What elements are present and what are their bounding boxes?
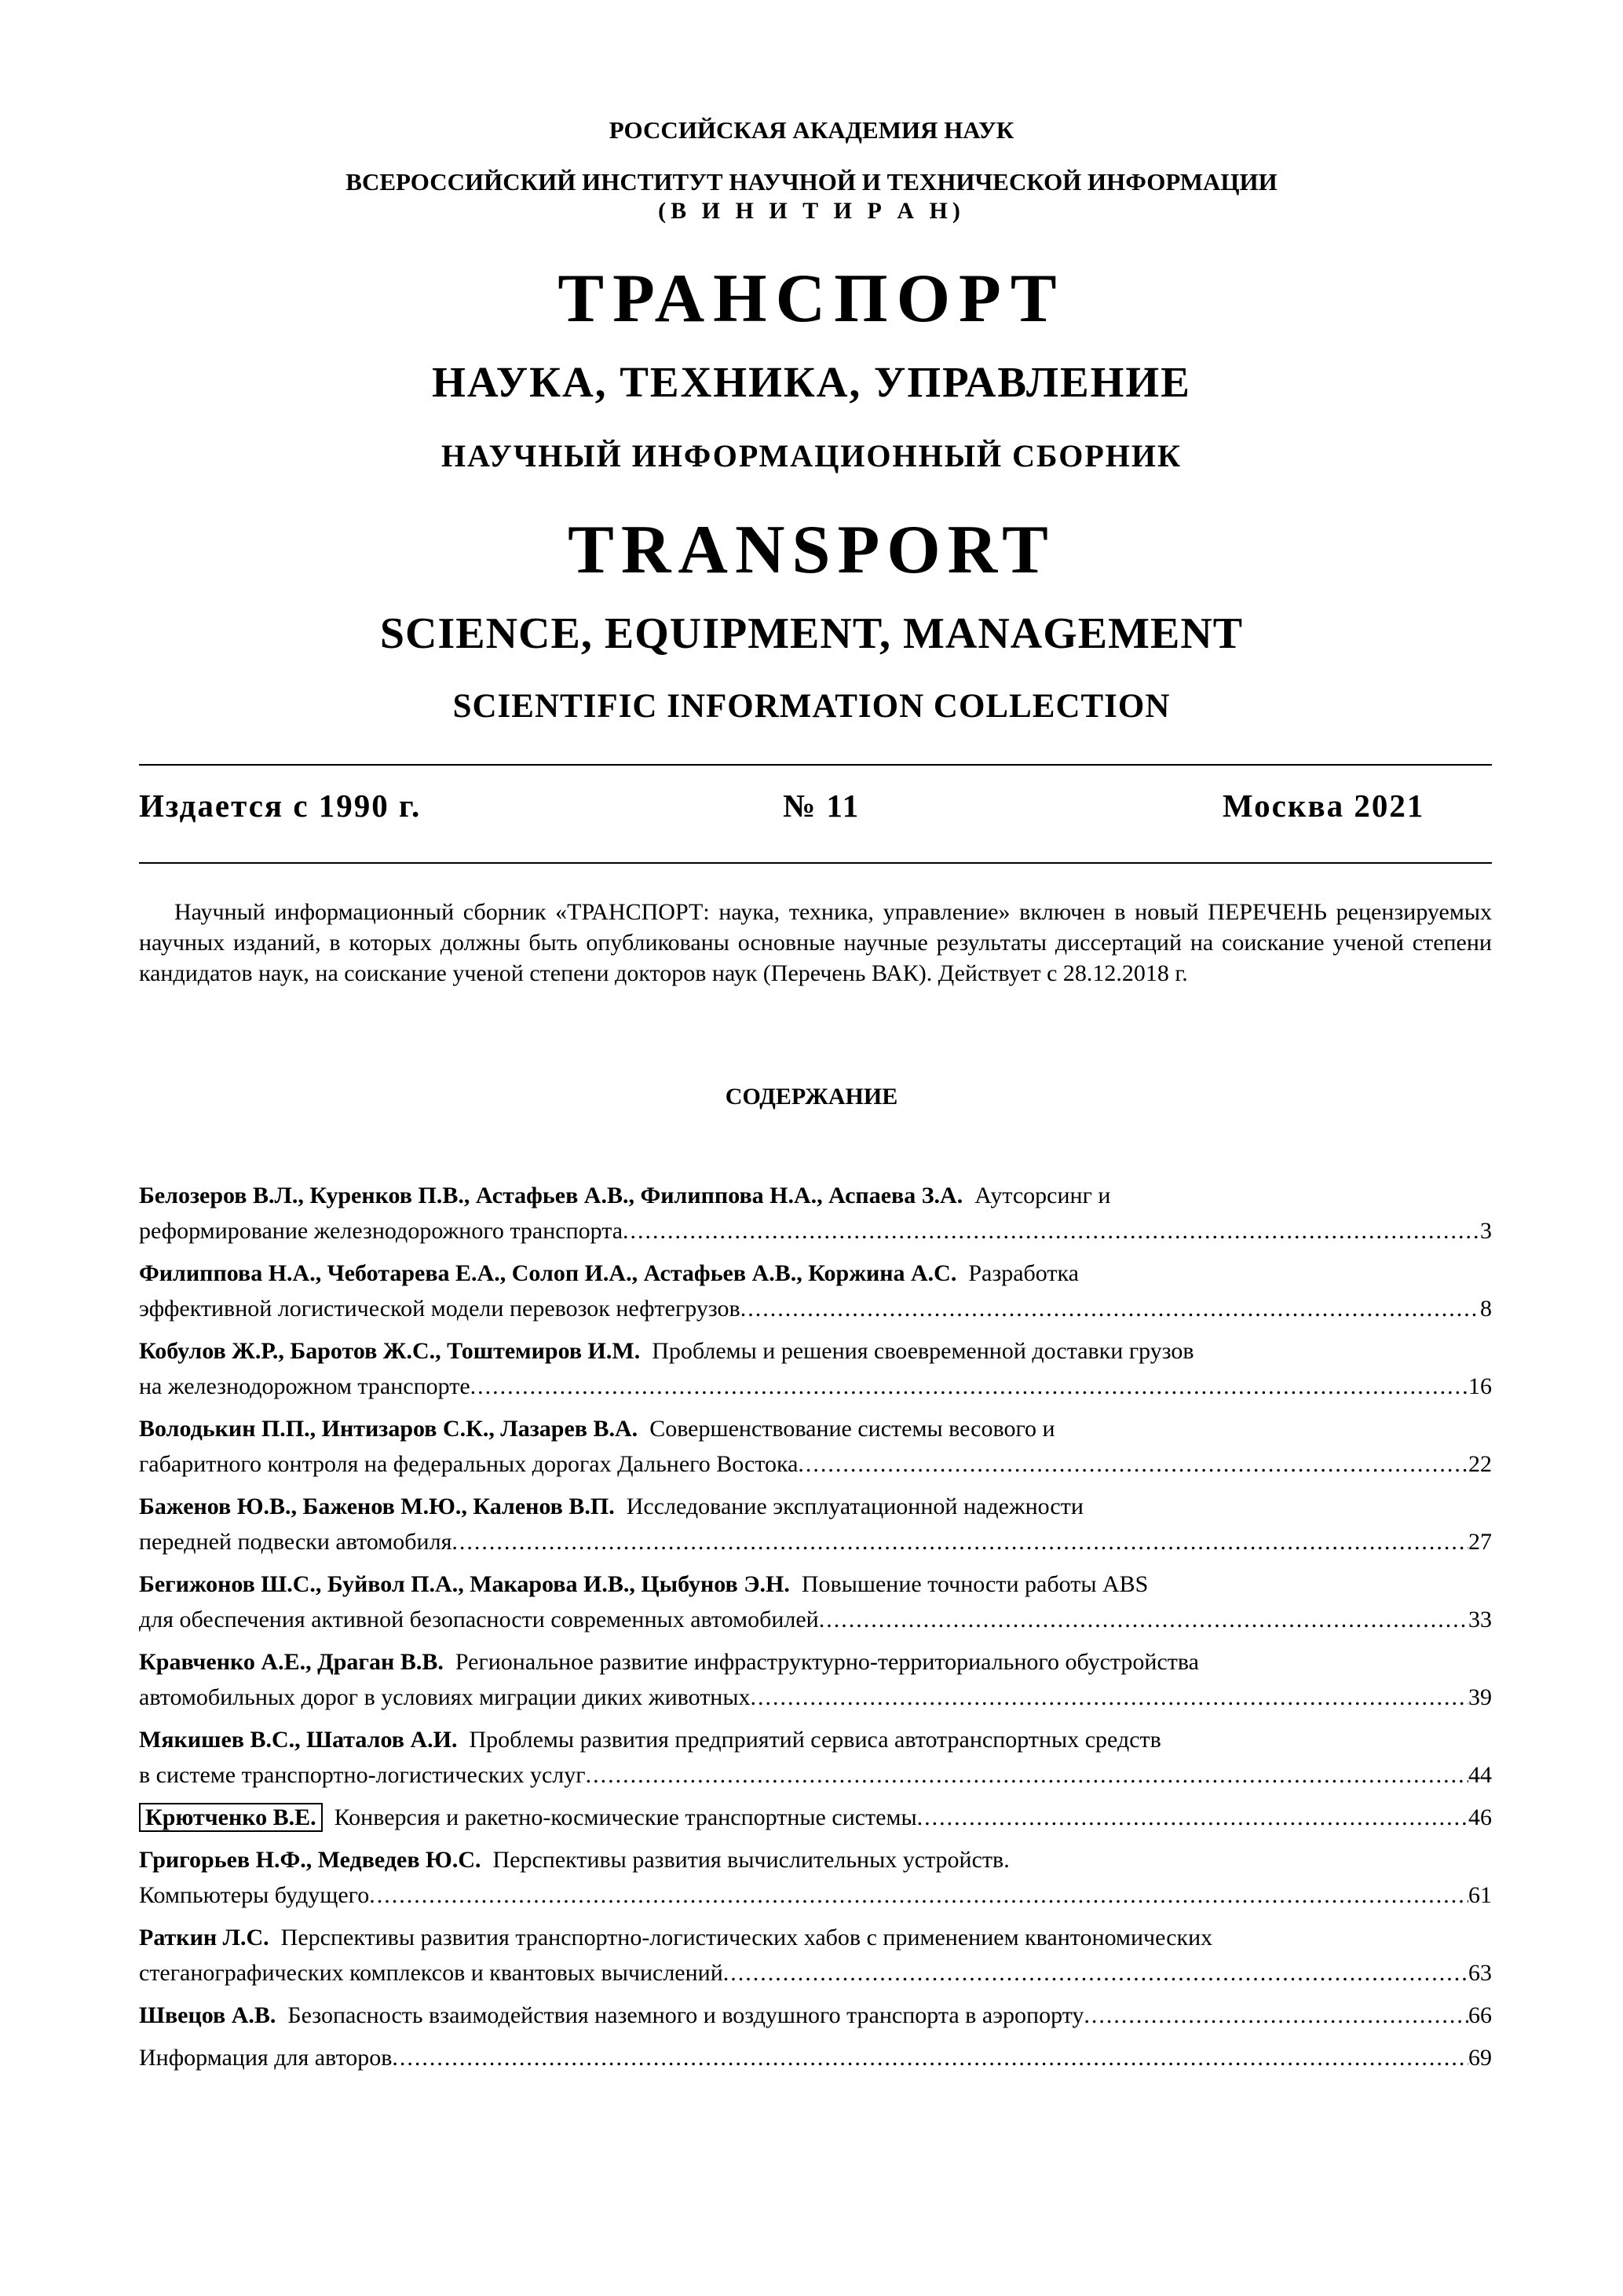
toc-authors: Мякишев В.С., Шаталов А.И. <box>139 1727 458 1753</box>
toc-title-part2: для обеспечения активной безопасности современных автомобилей <box>139 1607 819 1632</box>
toc-title-part2: Компьютеры будущего <box>139 1882 370 1908</box>
journal-type-en: SCIENTIFIC INFORMATION COLLECTION <box>452 688 1171 725</box>
toc-entry[interactable] <box>139 1178 1492 1249</box>
toc-authors: Кобулов Ж.Р., Баротов Ж.С., Тоштемиров И.М. <box>139 1338 641 1364</box>
toc-authors: Григорьев Н.Ф., Медведев Ю.С. <box>139 1847 481 1873</box>
toc-page-number: 61 <box>1468 1882 1492 1908</box>
toc-title-part1: Проблемы развития предприятий сервиса автотранспортных средств <box>469 1727 1161 1753</box>
toc-title-part1: Аутсорсинг и <box>974 1183 1111 1208</box>
toc-leader <box>1084 1998 1468 2033</box>
toc-title-part2: габаритного контроля на федеральных дорогах Дальнего Востока <box>139 1451 799 1477</box>
toc-authors: Кравченко А.Е., Драган В.В. <box>139 1649 444 1675</box>
toc-leader <box>723 1955 1468 1991</box>
toc-authors: Бегижонов Ш.С., Буйвол П.А., Макарова И.В., Цыбунов Э.Н. <box>139 1571 790 1597</box>
toc-title-part1: Перспективы развития вычислительных устройств. <box>492 1847 1010 1873</box>
toc-page-number: 63 <box>1468 1960 1492 1986</box>
toc-title-part2: стеганографических комплексов и квантовых вычислений <box>139 1960 723 1986</box>
toc-entry[interactable] <box>139 1800 1492 1835</box>
contents-heading: СОДЕРЖАНИЕ <box>725 1084 898 1110</box>
intro-paragraph: Научный информационный сборник «ТРАНСПОРТ: наука, техника, управление» включен в новый ПЕРЕЧЕНЬ рецензируемых научных изданий, в которых должны быть опубликованы основные научные результаты диссертаций на соискание ученой степени кандидатов наук, на соискание ученой степени докторов наук (Перечень ВАК). Действует с 28.12.2018 г. <box>139 899 1492 986</box>
toc-leader <box>917 1800 1468 1835</box>
toc-authors: Раткин Л.С. <box>139 1925 269 1951</box>
toc-entry[interactable] <box>139 1842 1492 1913</box>
toc-entry[interactable] <box>139 1489 1492 1559</box>
toc-entry[interactable] <box>139 1920 1492 1991</box>
toc-leader <box>623 1213 1480 1249</box>
journal-type-ru: НАУЧНЫЙ ИНФОРМАЦИОННЫЙ СБОРНИК <box>441 438 1182 473</box>
bottom-divider <box>139 862 1492 864</box>
toc-authors: Баженов Ю.В., Баженов М.Ю., Каленов В.П. <box>139 1493 615 1519</box>
toc-leader <box>392 2040 1468 2075</box>
toc-title: Безопасность взаимодействия наземного и воздушного транспорта в аэропорту <box>287 2002 1084 2028</box>
toc-page-number: 39 <box>1468 1684 1492 1710</box>
toc-page-number: 44 <box>1468 1762 1492 1788</box>
toc-authors: Швецов А.В. <box>139 2002 276 2028</box>
toc-title-part1: Разработка <box>968 1260 1079 1286</box>
organization-line-2: ВСЕРОССИЙСКИЙ ИНСТИТУТ НАУЧНОЙ И ТЕХНИЧЕСКОЙ ИНФОРМАЦИИ <box>345 168 1278 196</box>
toc-title-part1: Исследование эксплуатационной надежности <box>626 1493 1084 1519</box>
toc-page-number: 27 <box>1468 1529 1492 1555</box>
table-of-contents <box>139 1178 1492 2082</box>
toc-page-number: 3 <box>1480 1218 1492 1244</box>
toc-page-number: 22 <box>1468 1451 1492 1477</box>
toc-entry[interactable] <box>139 1567 1492 1637</box>
toc-leader <box>586 1757 1468 1793</box>
organization-abbreviation: (В И Н И Т И Р А Н) <box>658 198 965 224</box>
toc-entry[interactable] <box>139 1644 1492 1715</box>
toc-title: Информация для авторов <box>139 2045 393 2071</box>
published-since: Издается с 1990 г. <box>139 788 422 824</box>
journal-subtitle-ru: НАУКА, ТЕХНИКА, УПРАВЛЕНИЕ <box>432 358 1191 406</box>
toc-leader <box>798 1446 1468 1482</box>
toc-title-part2: эффективной логистической модели перевозок нефтегрузов <box>139 1296 740 1322</box>
toc-title-part2: автомобильных дорог в условиях миграции диких животных <box>139 1684 751 1710</box>
toc-page-number: 69 <box>1468 2045 1492 2071</box>
journal-title-en: TRANSPORT <box>568 512 1055 588</box>
toc-page-number: 8 <box>1480 1296 1492 1322</box>
toc-page-number: 16 <box>1468 1373 1492 1399</box>
toc-page-number: 33 <box>1468 1607 1492 1632</box>
toc-title-part1: Перспективы развития транспортно-логистических хабов с применением квантономических <box>280 1925 1213 1951</box>
toc-authors: Белозеров В.Л., Куренков П.В., Астафьев А.В., Филиппова Н.А., Аспаева З.А. <box>139 1183 963 1208</box>
toc-leader <box>369 1877 1468 1913</box>
toc-title-part2: в системе транспортно-логистических услуг <box>139 1762 586 1788</box>
toc-leader <box>470 1369 1468 1404</box>
toc-entry[interactable] <box>139 1411 1492 1482</box>
organization-line-1: РОССИЙСКАЯ АКАДЕМИЯ НАУК <box>609 116 1014 144</box>
toc-entry[interactable] <box>139 1722 1492 1793</box>
toc-authors: Филиппова Н.А., Чеботарева Е.А., Солоп И.А., Астафьев А.В., Коржина А.С. <box>139 1260 957 1286</box>
toc-title-part2: передней подвески автомобиля <box>139 1529 452 1555</box>
toc-page-number: 66 <box>1468 2002 1492 2028</box>
toc-title-part2: реформирование железнодорожного транспорта <box>139 1218 623 1244</box>
toc-title-part1: Региональное развитие инфраструктурно-территориального обустройства <box>455 1649 1199 1675</box>
toc-leader <box>751 1680 1468 1715</box>
toc-authors: Володькин П.П., Интизаров С.К., Лазарев В.А. <box>139 1416 638 1442</box>
toc-entry[interactable] <box>139 1998 1492 2033</box>
toc-leader <box>451 1524 1468 1559</box>
issue-number: № 11 <box>783 788 861 824</box>
toc-entry[interactable] <box>139 1256 1492 1326</box>
top-divider <box>139 764 1492 766</box>
toc-title-part1: Повышение точности работы ABS <box>801 1571 1149 1597</box>
toc-entry[interactable] <box>139 1333 1492 1404</box>
toc-authors-boxed: Крютченко В.Е. <box>139 1803 323 1832</box>
journal-subtitle-en: SCIENCE, EQUIPMENT, MANAGEMENT <box>379 609 1244 658</box>
toc-entry[interactable] <box>139 2040 1492 2075</box>
toc-title: Конверсия и ракетно-космические транспортные системы <box>334 1804 917 1830</box>
toc-title-part2: на железнодорожном транспорте <box>139 1373 470 1399</box>
toc-leader <box>819 1602 1468 1637</box>
toc-leader <box>740 1291 1480 1326</box>
journal-title-ru: ТРАНСПОРТ <box>557 261 1066 337</box>
toc-title-part1: Проблемы и решения своевременной доставки грузов <box>652 1338 1194 1364</box>
toc-page-number: 46 <box>1468 1804 1492 1830</box>
toc-title-part1: Совершенствование системы весового и <box>649 1416 1055 1442</box>
place-and-year: Москва 2021 <box>1223 788 1425 824</box>
